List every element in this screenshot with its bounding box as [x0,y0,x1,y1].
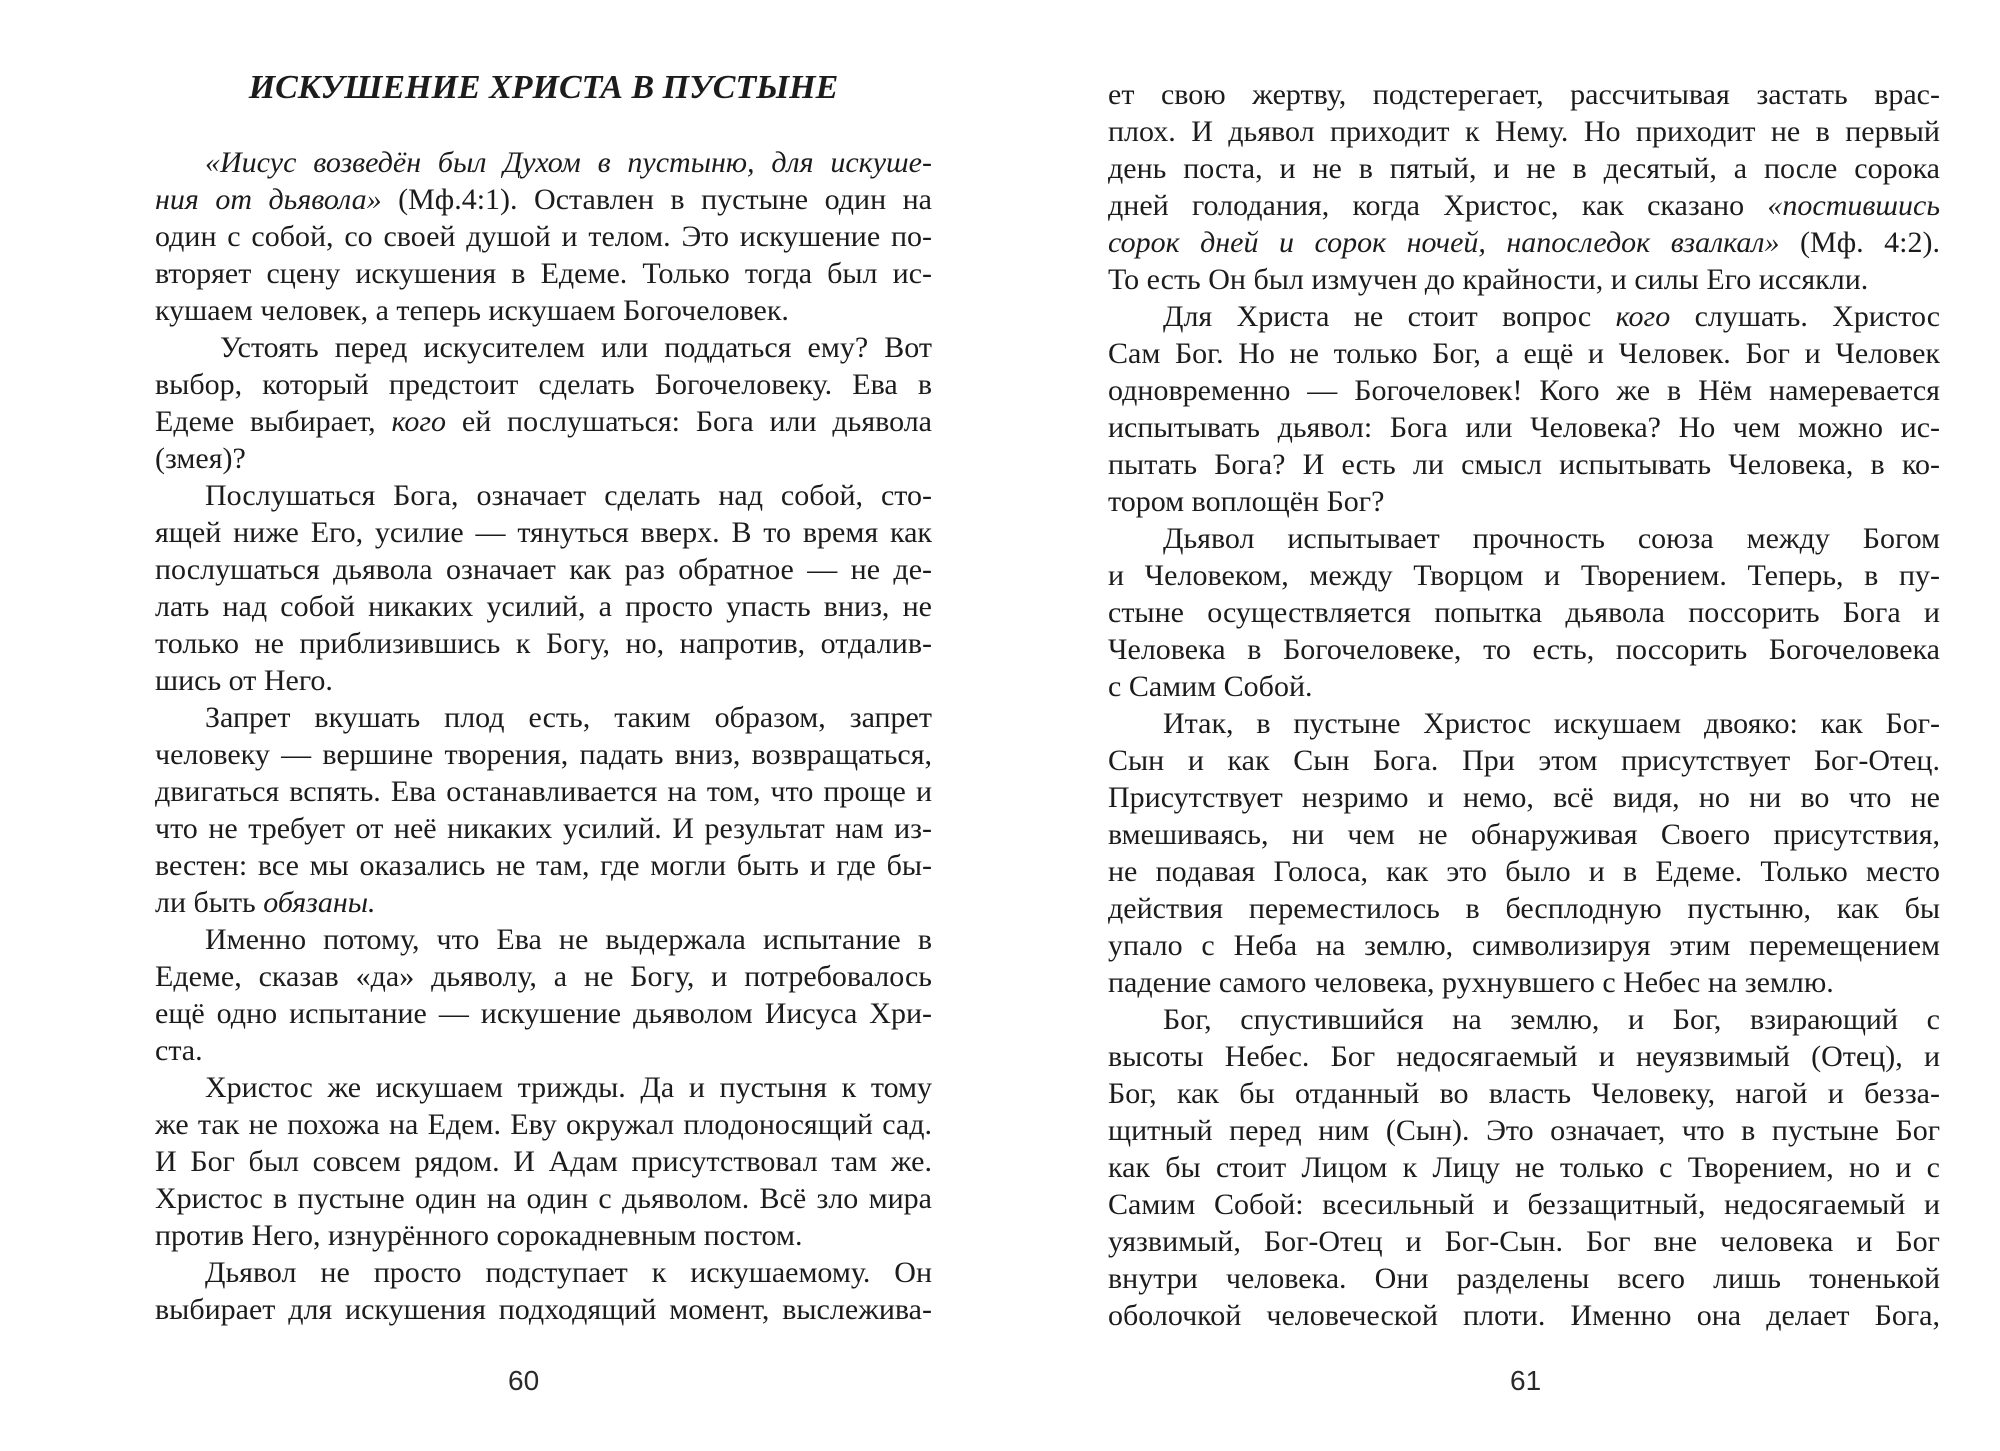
text-line: кушаем человек, а теперь искушаем Богочеловек. [155,294,789,327]
text-line: шись от Него. [155,664,333,697]
text-line: Сын и как Сын Бога. При этом присутствует Бог-Отец. [1108,744,1940,777]
text-line: действия переместилось в бесплодную пустыню, как бы [1108,892,1940,925]
text-line: Запрет вкушать плод есть, таким образом, запрет [205,701,932,734]
text-line: лать над собой никаких усилий, а просто упасть вниз, не [155,590,932,623]
text-line: выбирает для искушения подходящий момент, выслежива- [155,1293,932,1326]
text-line: не подавая Голоса, как это было и в Едеме. Только место [1108,855,1940,888]
text-line: высоты Небес. Бог недосягаемый и неуязвимый (Отец), и [1108,1040,1940,1073]
text-line: внутри человека. Они разделены всего лишь тоненькой [1108,1262,1940,1295]
text-line: плох. И дьявол приходит к Нему. Но приходит не в первый [1108,115,1940,148]
text-line: с Самим Собой. [1108,670,1313,703]
text-line: И Бог был совсем рядом. И Адам присутствовал там же. [155,1145,932,1178]
text-line: «Иисус возведён был Духом в пустыню, для искуше- [205,146,932,179]
text-line: Дьявол не просто подступает к искушаемому. Он [205,1256,932,1289]
text-line: дней голодания, когда Христос, как сказано «постившись [1108,189,1940,222]
text-line: Человека в Богочеловеке, то есть, поссорить Богочеловека [1108,633,1940,666]
text-line: послушаться дьявола означает как раз обратное — не де- [155,553,932,586]
text-line: ящей ниже Его, усилие — тянуться вверх. В то время как [155,516,932,549]
text-line: пытать Бога? И есть ли смысл испытывать Человека, в ко- [1108,448,1940,481]
text-line: только не приблизившись к Богу, но, напротив, отдалив- [155,627,932,660]
text-line: Едеме, сказав «да» дьяволу, а не Богу, и потребовалось [155,960,932,993]
text-line: падение самого человека, рухнувшего с Небес на землю. [1108,966,1834,999]
text-line: Присутствует незримо и немо, всё видя, но ни во что не [1108,781,1940,814]
text-line: упало с Неба на землю, символизируя этим перемещением [1108,929,1940,962]
text-line: Бог, как бы отданный во власть Человеку, нагой и безза- [1108,1077,1940,1110]
text-line: тором воплощён Бог? [1108,485,1385,518]
text-line: сорок дней и сорок ночей, напоследок взалкал» (Мф. 4:2). [1108,226,1940,259]
text-line: как бы стоит Лицом к Лицу не только с Творением, но и с [1108,1151,1940,1184]
text-line: день поста, и не в пятый, и не в десятый, а после сорока [1108,152,1940,185]
text-line: Христос в пустыне один на один с дьяволом. Всё зло мира [155,1182,932,1215]
text-line: один с собой, со своей душой и телом. Это искушение по- [155,220,932,253]
text-line: вторяет сцену искушения в Едеме. Только тогда был ис- [155,257,932,290]
text-line: что не требует от неё никаких усилий. И результат нам из- [155,812,932,845]
right-page [1000,0,2000,1451]
text-line: Христос же искушаем трижды. Да и пустыня к тому [205,1071,932,1104]
text-line: вестен: все мы оказались не там, где могли быть и где бы- [155,849,932,882]
text-line: Именно потому, что Ева не выдержала испытание в [205,923,932,956]
text-line: двигаться вспять. Ева останавливается на том, что проще и [155,775,932,808]
chapter-title: ИСКУШЕНИЕ ХРИСТА В ПУСТЫНЕ [248,69,839,106]
text-line: ния от дьявола» (Мф.4:1). Оставлен в пустыне один на [155,183,932,216]
text-line: Итак, в пустыне Христос искушаем двояко: как Бог- [1163,707,1940,740]
text-line: уязвимый, Бог-Отец и Бог-Сын. Бог вне человека и Бог [1108,1225,1940,1258]
text-line: ли быть обязаны. [155,886,376,919]
text-line: стыне осуществляется попытка дьявола поссорить Бога и [1108,596,1940,629]
page-number: 60 [508,1365,540,1396]
text-line: То есть Он был измучен до крайности, и силы Его иссякли. [1108,263,1869,296]
text-line: выбор, который предстоит сделать Богочеловеку. Ева в [155,368,932,401]
text-line: ста. [155,1034,203,1067]
text-line: Устоять перед искусителем или поддаться ему? Вот [220,331,932,364]
text-line: человеку — вершине творения, падать вниз, возвращаться, [155,738,932,771]
text-line: Дьявол испытывает прочность союза между Богом [1163,522,1940,555]
page-number: 61 [1510,1365,1542,1396]
text-line: против Него, изнурённого сорокадневным постом. [155,1219,803,1252]
text-line: Едеме выбирает, кого ей послушаться: Бога или дьявола [155,405,932,438]
text-line: оболочкой человеческой плоти. Именно она делает Бога, [1108,1299,1940,1332]
text-line: Сам Бог. Но не только Бог, а ещё и Человек. Бог и Человек [1108,337,1940,370]
text-line: Послушаться Бога, означает сделать над собой, сто- [205,479,932,512]
text-line: же так не похожа на Едем. Еву окружал плодоносящий сад. [155,1108,932,1141]
text-line: вмешиваясь, ни чем не обнаруживая Своего присутствия, [1108,818,1940,851]
text-line: одновременно — Богочеловек! Кого же в Нём намеревается [1108,374,1940,407]
text-line: Бог, спустившийся на землю, и Бог, взирающий с [1163,1003,1940,1036]
text-line: ещё одно испытание — искушение дьяволом Иисуса Хри- [155,997,932,1030]
text-line: Для Христа не стоит вопрос кого слушать. Христос [1163,300,1941,333]
text-line: (змея)? [155,442,246,475]
text-line: Самим Собой: всесильный и беззащитный, недосягаемый и [1108,1188,1940,1221]
text-line: испытывать дьявол: Бога или Человека? Но чем можно ис- [1108,411,1940,444]
text-line: и Человеком, между Творцом и Творением. Теперь, в пу- [1108,559,1940,592]
text-line: щитный перед ним (Сын). Это означает, что в пустыне Бог [1108,1114,1940,1147]
text-line: ет свою жертву, подстерегает, рассчитывая застать врас- [1108,78,1940,111]
